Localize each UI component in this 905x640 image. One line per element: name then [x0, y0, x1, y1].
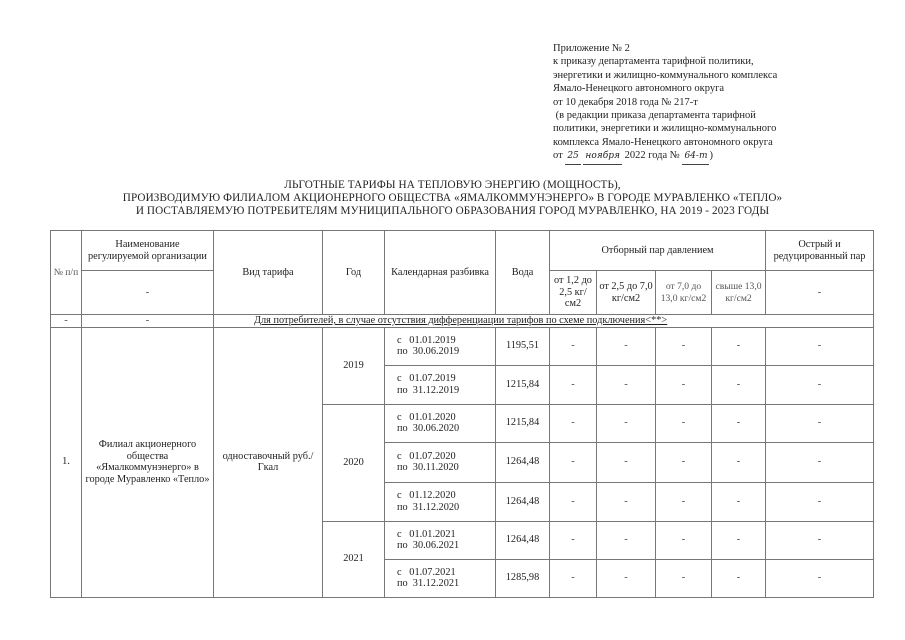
period-to: по 30.11.2020 [397, 462, 459, 473]
water-value: 1215,84 [496, 404, 550, 442]
header-water: Вода [496, 231, 550, 315]
period-to: по 31.12.2019 [397, 384, 460, 396]
dash-cell: - [766, 327, 874, 365]
period-cell [385, 365, 496, 404]
dash-cell: - [550, 559, 597, 597]
dash-cell: - [656, 482, 712, 521]
header-tariff-type: Вид тарифа [214, 231, 323, 315]
dash-cell: - [597, 521, 656, 559]
dash-cell: - [656, 442, 712, 482]
period-to: по 30.06.2020 [397, 423, 460, 434]
dash-cell: - [597, 327, 656, 365]
row-number: 1. [51, 327, 82, 597]
dash-cell: - [656, 404, 712, 442]
dash-cell: - [766, 482, 874, 521]
appendix-line: к приказу департамента тарифной политики, [553, 56, 754, 68]
appendix-line: Ямало-Ненецкого автономного округа [553, 83, 725, 95]
header-steam: Отборный пар давлением [550, 231, 766, 271]
header-row [51, 231, 874, 271]
appendix-line: комплекса Ямало-Ненецкого автономного округа [553, 136, 773, 148]
dash-cell: - [656, 365, 712, 404]
period-cell [385, 327, 496, 365]
water-value: 1285,98 [496, 559, 550, 597]
dash-cell: - [550, 365, 597, 404]
water-value: 1264,48 [496, 521, 550, 559]
dash-cell: - [766, 404, 874, 442]
appendix-date-line [553, 149, 777, 164]
appendix-block [553, 42, 777, 165]
period-cell [385, 559, 496, 597]
period-to: по 31.12.2020 [397, 501, 460, 513]
period-cell [385, 482, 496, 521]
water-value: 1215,84 [496, 365, 550, 404]
period-from: с 01.12.2020 [397, 490, 456, 501]
header-sharp-steam: Острый и редуцированный пар [766, 231, 874, 271]
dash-cell: - [712, 404, 766, 442]
dash-cell: - [656, 521, 712, 559]
dash-cell: - [550, 404, 597, 442]
period-from: с 01.01.2019 [397, 334, 456, 346]
water-value: 1195,51 [496, 327, 550, 365]
period-cell [385, 521, 496, 559]
period-to: по 30.06.2021 [397, 540, 460, 551]
table-row [51, 327, 874, 365]
subheader-dash: - [766, 271, 874, 315]
note-row [51, 315, 874, 328]
dash-cell: - [712, 521, 766, 559]
steam-sub-1: от 1,2 до 2,5 кг/см2 [550, 271, 597, 315]
period-cell [385, 404, 496, 442]
year-cell: 2021 [323, 521, 385, 597]
appendix-line: политики, энергетики и жилищно-коммунального [553, 123, 777, 135]
dash-cell: - [597, 365, 656, 404]
dash-cell: - [712, 442, 766, 482]
period-from: с 01.01.2021 [397, 528, 456, 540]
close-paren: ) [709, 150, 713, 162]
year-cell: 2020 [323, 404, 385, 521]
dash-cell: - [550, 521, 597, 559]
period-from: с 01.07.2020 [397, 450, 456, 462]
dash-cell: - [656, 559, 712, 597]
title-line: И ПОСТАВЛЯЕМУЮ ПОТРЕБИТЕЛЯМ МУНИЦИПАЛЬНОГО ОБРАЗОВАНИЯ ГОРОД МУРАВЛЕНКО, НА 2019 - 2023 ГОДЫ [135, 205, 770, 217]
dash-cell: - [597, 482, 656, 521]
handwritten-order-number: 64-т [682, 150, 709, 164]
dash-cell: - [766, 365, 874, 404]
appendix-line: Приложение № 2 [553, 43, 630, 54]
water-value: 1264,48 [496, 482, 550, 521]
steam-sub-2: от 2,5 до 7,0 кг/см2 [597, 271, 656, 315]
appendix-line: энергетики и жилищно-коммунального комплекса [553, 69, 778, 81]
tariff-type: одноставочный руб./Гкал [214, 327, 323, 597]
steam-sub-4: свыше 13,0 кг/см2 [712, 271, 766, 315]
note-dash: - [82, 315, 214, 328]
dash-cell: - [712, 559, 766, 597]
dash-cell: - [712, 327, 766, 365]
title-line: ПРОИЗВОДИМУЮ ФИЛИАЛОМ АКЦИОНЕРНОГО ОБЩЕСТВА «ЯМАЛКОММУНЭНЕРГО» В ГОРОДЕ МУРАВЛЕНКО «ТЕПЛО» [122, 192, 783, 204]
period-from: с 01.07.2021 [397, 566, 456, 578]
dash-cell: - [766, 442, 874, 482]
dash-cell: - [656, 327, 712, 365]
dash-cell: - [550, 442, 597, 482]
period-from: с 01.01.2020 [397, 411, 456, 423]
dash-cell: - [766, 559, 874, 597]
date-prefix: от [553, 150, 563, 162]
title-line: ЛЬГОТНЫЕ ТАРИФЫ НА ТЕПЛОВУЮ ЭНЕРГИЮ (МОЩНОСТЬ), [284, 179, 621, 191]
header-period: Календарная разбивка [385, 231, 496, 315]
org-name: Филиал акционерного общества «Ямалкоммунэнерго» в городе Муравленко «Тепло» [82, 327, 214, 597]
period-cell [385, 442, 496, 482]
consumer-note: Для потребителей, в случае отсутствия дифференциации тарифов по схеме подключения<**> [214, 315, 874, 328]
dash-cell: - [597, 442, 656, 482]
dash-cell: - [597, 559, 656, 597]
note-dash: - [51, 315, 82, 328]
dash-cell: - [712, 482, 766, 521]
appendix-line: (в редакции приказа департамента тарифной [553, 110, 756, 122]
header-org: Наименование регулируемой организации [82, 231, 214, 271]
header-num: № п/п [51, 231, 82, 315]
dash-cell: - [766, 521, 874, 559]
period-from: с 01.07.2019 [397, 373, 456, 384]
steam-sub-3: от 7,0 до 13,0 кг/см2 [656, 271, 712, 315]
dash-cell: - [597, 404, 656, 442]
dash-cell: - [712, 365, 766, 404]
handwritten-day: 25 [565, 150, 580, 164]
appendix-line: от 10 декабря 2018 года № 217-т [553, 96, 698, 108]
header-year: Год [323, 231, 385, 315]
handwritten-month: ноября [583, 150, 622, 164]
dash-cell: - [550, 327, 597, 365]
document-title [0, 179, 905, 218]
period-to: по 30.06.2019 [397, 346, 460, 357]
subheader-dash: - [82, 271, 214, 315]
year-cell: 2019 [323, 327, 385, 404]
water-value: 1264,48 [496, 442, 550, 482]
dash-cell: - [550, 482, 597, 521]
period-to: по 31.12.2021 [397, 578, 460, 589]
tariff-table [50, 230, 874, 598]
date-year: 2022 года № [624, 150, 680, 162]
